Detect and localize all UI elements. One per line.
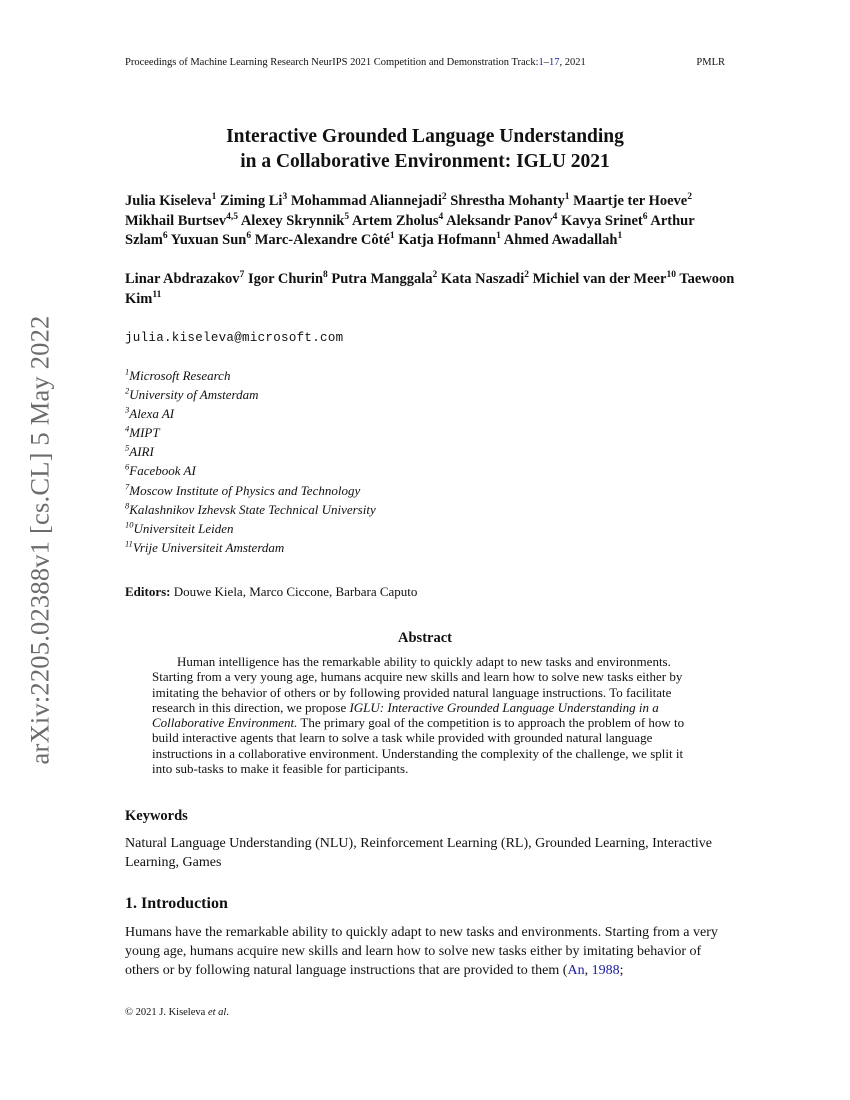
author — [255, 232, 395, 248]
author-name: Ziming Li — [219, 193, 283, 209]
author — [446, 213, 557, 229]
author — [291, 193, 447, 209]
author-affiliation-number: 11 — [152, 289, 162, 300]
paper-title — [125, 124, 725, 174]
affiliation-name: Universiteit Leiden — [133, 520, 234, 536]
editors-names: Douwe Kiela, Marco Ciccone, Barbara Caputo — [170, 584, 418, 599]
introduction-body — [125, 923, 728, 981]
author-name: Putra Manggala — [331, 271, 433, 287]
citation-author-link[interactable]: An — [567, 963, 585, 979]
author — [561, 213, 648, 229]
author — [248, 271, 328, 287]
author-affiliation-number: 8 — [323, 270, 328, 281]
affiliation-number: 8 — [125, 500, 130, 511]
abstract-paragraph: Human intelligence has the remarkable ability to quickly adapt to new tasks and environments. Starting from a very young age, humans acquire new skills and learn how to solve new tasks either by imitating the behavior of others or by following provided natural language instructions. To facilitate research in this direction, we propose IGLU: Interactive Grounded Language Understanding in a Collaborative Environment. The primary goal of the competition is to approach the problem of how to build interactive agents that learn to solve a task while provided with grounded natural language instructions in a collaborative environment. Understanding the complexity of the challenge, we split it into sub-tasks to make it feasible for participants. — [152, 654, 685, 777]
author-name: Igor Churin — [247, 271, 324, 287]
author-affiliation-number: 2 — [524, 270, 529, 281]
publisher-label: PMLR — [696, 57, 725, 68]
author-affiliation-number: 2 — [441, 192, 447, 203]
affiliation-name: Alexa AI — [129, 406, 175, 422]
title-line-1: Interactive Grounded Language Understanding — [226, 126, 624, 147]
author — [441, 271, 529, 287]
author-name: Marc-Alexandre Côté — [254, 232, 390, 248]
author-name: Linar Abdrazakov — [125, 271, 240, 287]
author — [125, 271, 244, 287]
author-name: Arthur Szlam — [125, 212, 695, 248]
affiliation-item — [125, 538, 376, 557]
author-affiliation-number: 2 — [687, 192, 692, 203]
author-name: Katja Hofmann — [398, 232, 497, 248]
author — [504, 232, 623, 248]
affiliation-item — [125, 500, 376, 519]
affiliation-name: AIRI — [129, 444, 154, 460]
affiliation-number: 11 — [125, 538, 133, 549]
author-affiliation-number: 10 — [666, 270, 676, 281]
affiliation-item — [125, 519, 376, 538]
author-affiliation-number: 4 — [438, 211, 444, 222]
author — [398, 232, 501, 248]
author-name: Shrestha Mohanty — [450, 193, 565, 209]
copyright-footer: © 2021 J. Kiseleva et al. — [125, 1007, 229, 1018]
keywords-heading: Keywords — [125, 808, 188, 824]
author-affiliation-number: 1 — [617, 231, 623, 242]
affiliation-number: 2 — [125, 385, 130, 396]
author-name: Michiel van der Meer — [532, 271, 667, 287]
author-name: Yuxuan Sun — [170, 232, 247, 248]
author-affiliation-number: 1 — [564, 192, 570, 203]
author-name: Kata Naszadi — [440, 271, 525, 287]
citation-year-link[interactable]: 1988 — [591, 963, 620, 979]
author — [171, 232, 251, 248]
author-affiliation-number: 1 — [389, 231, 395, 242]
affiliation-item — [125, 366, 376, 385]
author — [533, 271, 676, 287]
author-name: Kavya Srinet — [561, 212, 643, 229]
affiliation-number: 6 — [125, 462, 130, 473]
affiliation-name: MIPT — [129, 425, 160, 441]
author-affiliation-number: 6 — [642, 211, 648, 222]
affiliation-item — [125, 385, 376, 404]
affiliation-number: 10 — [125, 519, 134, 530]
affiliation-name: Kalashnikov Izhevsk State Technical University — [129, 501, 376, 517]
affiliation-name: Moscow Institute of Physics and Technology — [129, 482, 361, 498]
author-name: Mohammad Aliannejadi — [290, 193, 442, 209]
keywords-text: Natural Language Understanding (NLU), Reinforcement Learning (RL), Grounded Learning, Interactive Learning, Games — [125, 836, 712, 870]
editors-label: Editors: — [125, 584, 171, 599]
author-affiliation-number: 4,5 — [226, 211, 238, 222]
arxiv-stamp-text: arXiv:2205.02388v1 [cs.CL] 5 May 2022 — [24, 315, 55, 765]
affiliation-name: Microsoft Research — [129, 368, 231, 383]
author — [241, 213, 349, 229]
author-list-secondary — [125, 270, 737, 309]
title-line-2: in a Collaborative Environment: IGLU 2021 — [240, 151, 610, 172]
proceedings-line: Proceedings of Machine Learning Research NeurIPS 2021 Competition and Demonstration Track:1–17, 2021 — [125, 57, 586, 68]
editors-line — [125, 584, 417, 600]
author — [125, 193, 216, 209]
author — [573, 193, 692, 209]
affiliation-name: University of Amsterdam — [129, 387, 259, 403]
author-affiliation-number: 3 — [282, 192, 288, 203]
page-link-end[interactable]: 17 — [549, 57, 560, 68]
author — [125, 213, 238, 229]
author-name: Taewoon Kim — [125, 271, 735, 307]
affiliation-item — [125, 423, 376, 442]
introduction-paragraph: Humans have the remarkable ability to quickly adapt to new tasks and environments. Starting from a very young age, humans acquire new skills and learn how to solve new tasks either by imitating behavior of others or by following natural language instructions that are provided to them (An, 1988; — [125, 925, 718, 979]
author-affiliation-number: 2 — [432, 270, 438, 281]
author-affiliation-number: 1 — [496, 231, 501, 242]
author — [331, 271, 437, 287]
affiliation-list — [125, 366, 376, 557]
author-affiliation-number: 4 — [552, 211, 558, 222]
author-affiliation-number: 5 — [344, 211, 350, 222]
author-name: Artem Zholus — [351, 212, 439, 229]
author-affiliation-number: 6 — [162, 231, 168, 242]
introduction-heading: 1. Introduction — [125, 895, 228, 912]
author-name: Aleksandr Panov — [446, 212, 553, 229]
author-name: Alexey Skrynnik — [240, 212, 345, 229]
affiliation-item — [125, 442, 376, 461]
author — [220, 193, 287, 209]
affiliation-number: 1 — [125, 366, 130, 377]
author-affiliation-number: 1 — [211, 192, 217, 203]
affiliation-item — [125, 481, 376, 500]
contact-email[interactable]: julia.kiseleva@microsoft.com — [125, 331, 344, 345]
author-affiliation-number: 7 — [239, 270, 245, 281]
competition-name: IGLU: Interactive Grounded Language Understanding in a Collaborative Environment. — [152, 699, 659, 731]
author — [450, 193, 569, 209]
author — [352, 213, 443, 229]
author-name: Mikhail Burtsev — [125, 212, 227, 229]
author-affiliation-number: 6 — [246, 231, 252, 242]
abstract-heading: Abstract — [398, 630, 452, 646]
affiliation-name: Facebook AI — [129, 463, 196, 479]
affiliation-number: 7 — [125, 481, 130, 492]
author-name: Ahmed Awadallah — [503, 232, 618, 248]
affiliation-number: 5 — [125, 443, 130, 454]
author-list-primary — [125, 192, 737, 251]
affiliation-name: Vrije Universiteit Amsterdam — [132, 539, 285, 555]
affiliation-item — [125, 461, 376, 480]
affiliation-item — [125, 404, 376, 423]
abstract-body — [152, 654, 700, 776]
author-name: Julia Kiseleva — [125, 193, 212, 209]
affiliation-number: 4 — [125, 423, 130, 434]
page-link-start[interactable]: 1 — [538, 57, 544, 68]
author-name: Maartje ter Hoeve — [573, 193, 688, 209]
affiliation-number: 3 — [125, 404, 130, 415]
